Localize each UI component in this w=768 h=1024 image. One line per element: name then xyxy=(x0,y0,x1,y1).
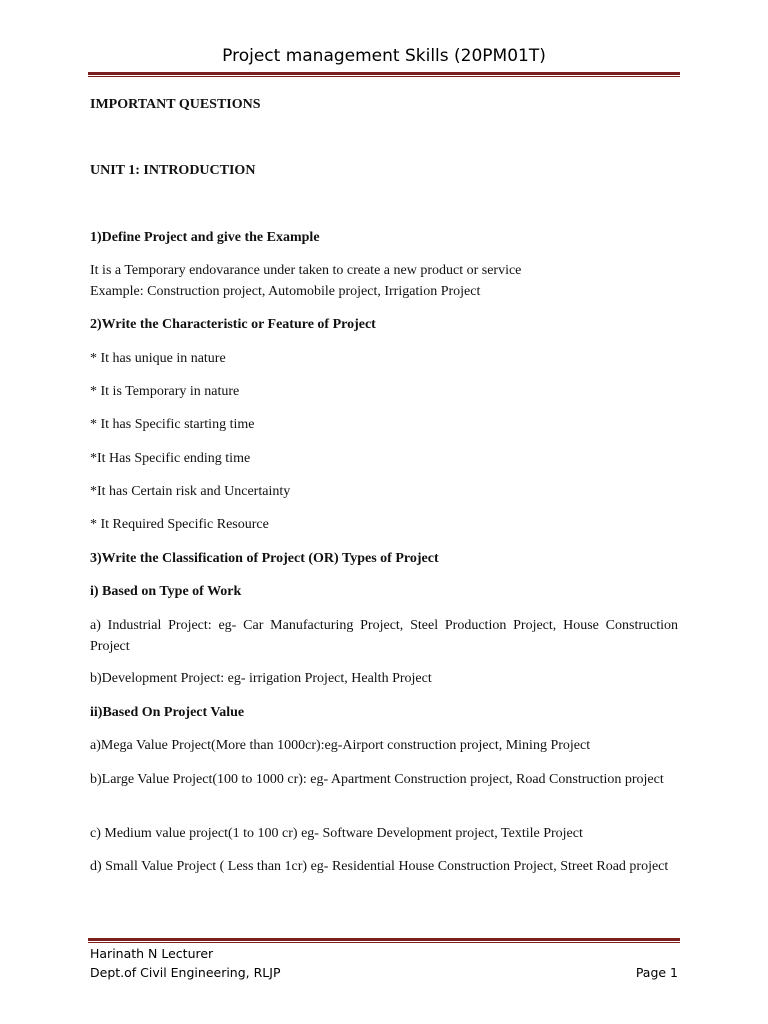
list-item: * It has Specific starting time xyxy=(90,417,255,432)
footer-author-block xyxy=(90,944,281,982)
footer-department: Dept.of Civil Engineering, RLJP xyxy=(90,965,281,980)
page-number: Page 1 xyxy=(635,965,678,980)
q3-sub1-item-a: a) Industrial Project: eg- Car Manufacturing Project, Steel Production Project, House Construction Project xyxy=(90,618,678,654)
page-header-title: Project management Skills (20PM01T) xyxy=(222,46,546,66)
list-item: * It is Temporary in nature xyxy=(90,384,240,399)
list-item: *It Has Specific ending time xyxy=(90,451,251,466)
q3-sub2-item-d: d) Small Value Project ( Less than 1cr) eg- Residential House Construction Project, Street Road project xyxy=(90,859,669,874)
q3-sub2-item-c: c) Medium value project(1 to 100 cr) eg- Software Development project, Textile Project xyxy=(90,826,583,841)
q3-sub2-item-b: b)Large Value Project(100 to 1000 cr): eg- Apartment Construction project, Road Construction project xyxy=(90,772,664,787)
q1-heading: 1)Define Project and give the Example xyxy=(90,230,320,245)
footer-author: Harinath N Lecturer xyxy=(90,946,214,961)
list-item: *It has Certain risk and Uncertainty xyxy=(90,484,291,499)
list-item: * It has unique in nature xyxy=(90,351,226,366)
q2-heading: 2)Write the Characteristic or Feature of Project xyxy=(90,317,376,332)
footer-rule xyxy=(88,938,680,943)
q3-sub2-heading: ii)Based On Project Value xyxy=(90,705,245,720)
q1-example: Example: Construction project, Automobile project, Irrigation Project xyxy=(90,284,481,299)
q3-sub1-heading: i) Based on Type of Work xyxy=(90,584,242,599)
q3-heading: 3)Write the Classification of Project (OR) Types of Project xyxy=(90,551,439,566)
header-rule xyxy=(88,72,680,77)
unit-heading: UNIT 1: INTRODUCTION xyxy=(90,163,256,178)
list-item: * It Required Specific Resource xyxy=(90,517,269,532)
q3-sub2-item-a: a)Mega Value Project(More than 1000cr):eg-Airport construction project, Mining Project xyxy=(90,738,591,753)
q1-definition: It is a Temporary endovarance under taken to create a new product or service xyxy=(90,263,522,278)
q3-sub1-item-b: b)Development Project: eg- irrigation Project, Health Project xyxy=(90,671,432,686)
important-questions-heading: IMPORTANT QUESTIONS xyxy=(90,97,261,112)
